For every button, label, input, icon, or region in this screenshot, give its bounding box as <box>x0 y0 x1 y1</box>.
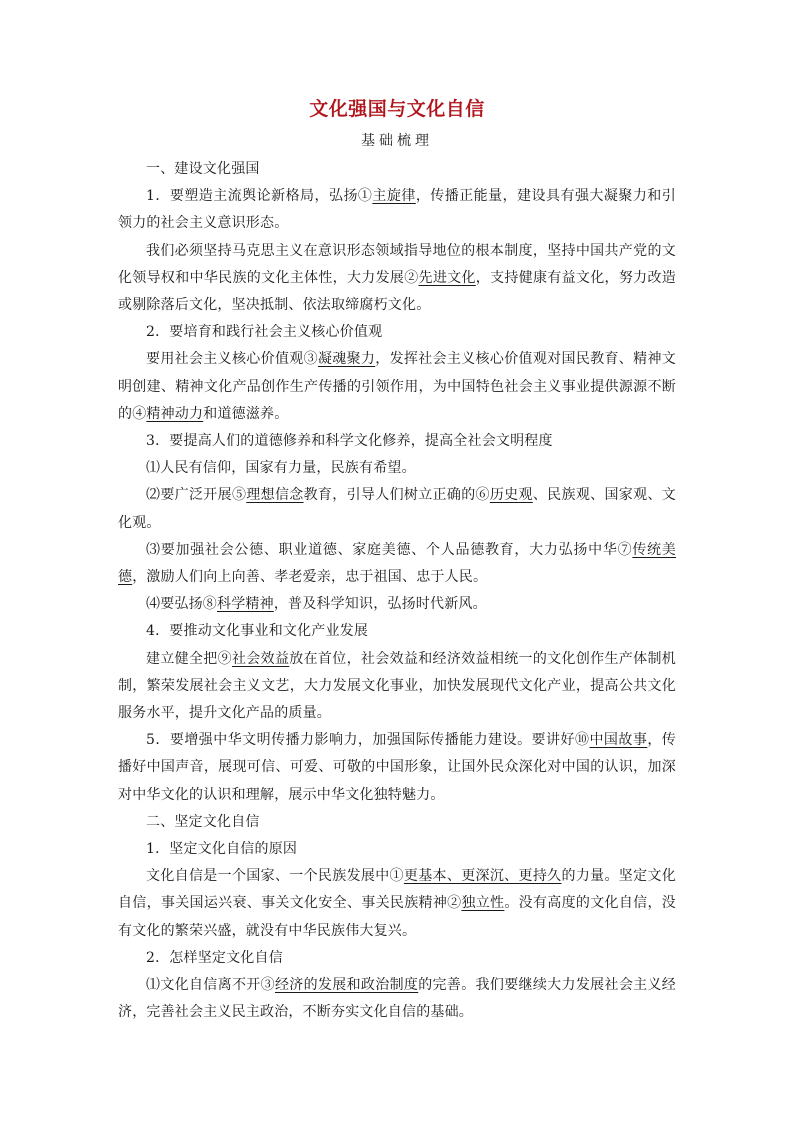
subheading-3: 3．要提高人们的道德修养和科学文化修养，提高全社会文明程度 <box>146 433 553 450</box>
page-title: 文化强国与文化自信 <box>309 98 485 120</box>
item-3-3: ⑶要加强社会公德、职业道德、家庭美德、个人品德教育，大力弘扬中华⑦传统美德，激励人们向上向善、孝老爱亲，忠于祖国、忠于人民。 <box>118 541 676 586</box>
paragraph-3: 要用社会主义核心价值观③凝魂聚力，发挥社会主义核心价值观对国民教育、精神文明创建、精神文化产品创作生产传播的引领作用，为中国特色社会主义事业提供源源不断的④精神动力和道德滋养。 <box>118 351 676 422</box>
blank-answer-3: 凝魂聚力 <box>317 351 376 368</box>
blank-answer-1: 主旋律 <box>372 188 416 205</box>
blank-answer-7: 传统美德 <box>118 541 676 586</box>
paragraph-5: 5．要增强中华文明传播力影响力，加强国际传播能力建设。要讲好⑩中国故事，传播好中国声音，展现可信、可爱、可敬的中国形象，让国外民众深化对中国的认识，加深对中华文化的认识和理解，展示中华文化独特魅力。 <box>118 732 676 803</box>
paragraph-1: 1．要塑造主流舆论新格局，弘扬①主旋律，传播正能量，建设具有强大凝聚力和引领力的社会主义意识形态。 <box>118 188 676 232</box>
subheading-2-1: 1．坚定文化自信的原因 <box>146 841 298 858</box>
section-subtitle: 基础梳理 <box>361 133 433 149</box>
paragraph-6: 文化自信是一个国家、一个民族发展中①更基本、更深沉、更持久的力量。坚定文化自信，事关国运兴衰、事关文化安全、事关民族精神②独立性。没有高度的文化自信，没有文化的繁荣兴盛，就没有中华民族伟大复兴。 <box>118 868 676 939</box>
blank-answer-9: 社会效益 <box>231 650 290 667</box>
item-3-2: ⑵要广泛开展⑤理想信念教育，引导人们树立正确的⑥历史观、民族观、国家观、文化观。 <box>118 487 676 531</box>
paragraph-7: ⑴文化自信离不开③经济的发展和政治制度的完善。我们要继续大力发展社会主义经济，完善社会主义民主政治，不断夯实文化自信的基础。 <box>118 977 676 1021</box>
paragraph-4: 建立健全把⑨社会效益放在首位，社会效益和经济效益相统一的文化创作生产体制机制，繁荣发展社会主义文艺，大力发展文化事业，加快发展现代文化产业，提高公共文化服务水平，提升文化产品的质量。 <box>118 650 676 722</box>
blank-answer-10: 中国故事 <box>589 732 648 749</box>
blank-answer-8: 科学精神 <box>217 596 274 613</box>
paragraph-2: 我们必须坚持马克思主义在意识形态领域指导地位的根本制度，坚持中国共产党的文化领导权和中华民族的文化主体性，大力发展②先进文化，支持健康有益文化，努力改造或剔除落后文化，坚决抵制、依法取缔腐朽文化。 <box>118 242 676 314</box>
subheading-2: 2．要培育和践行社会主义核心价值观 <box>146 324 383 341</box>
blank-answer-2: 先进文化 <box>418 269 476 286</box>
document-content <box>118 94 676 1027</box>
subheading-2-2: 2．怎样坚定文化自信 <box>146 949 283 966</box>
heading-part-two: 二、坚定文化自信 <box>146 813 260 830</box>
item-3-4: ⑷要弘扬⑧科学精神，普及科学知识，弘扬时代新风。 <box>146 596 487 613</box>
blank-answer-4: 精神动力 <box>146 405 204 422</box>
blank-answer-13: 经济的发展和政治制度 <box>274 977 419 994</box>
blank-answer-5: 理想信念 <box>246 487 304 504</box>
subheading-4: 4．要推动文化事业和文化产业发展 <box>146 623 369 640</box>
blank-answer-6: 历史观 <box>489 487 533 504</box>
blank-answer-11: 更基本、更深沉、更持久 <box>403 868 562 885</box>
blank-answer-12: 独立性 <box>461 895 505 912</box>
heading-part-one: 一、建设文化强国 <box>146 161 260 177</box>
item-3-1: ⑴人民有信仰，国家有力量，民族有希望。 <box>146 460 416 477</box>
